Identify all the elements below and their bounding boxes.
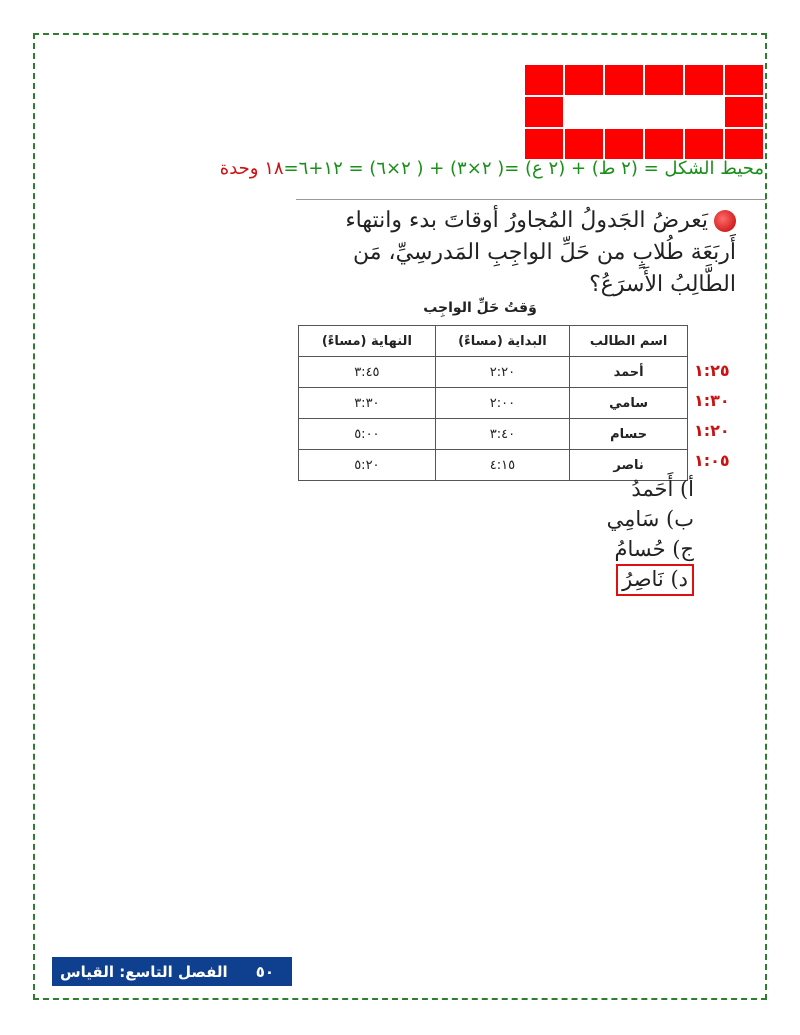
end-time: ٥:٠٠ xyxy=(299,419,436,450)
duration-annotations xyxy=(694,358,754,478)
duration-nasser: ١:٠٥ xyxy=(694,451,730,470)
table-header-row xyxy=(299,326,688,357)
grid-cell xyxy=(604,96,644,128)
duration-sami: ١:٣٠ xyxy=(694,391,730,410)
end-time: ٣:٣٠ xyxy=(299,388,436,419)
grid-cell xyxy=(644,96,684,128)
option-c[interactable]: ج) حُسامُ xyxy=(614,537,694,561)
grid-cell xyxy=(604,128,644,160)
grid-cell xyxy=(644,64,684,96)
homework-time-table xyxy=(298,325,688,481)
student-name: ناصر xyxy=(570,450,688,481)
grid-cell xyxy=(724,96,764,128)
grid-cell xyxy=(684,96,724,128)
option-d-selected[interactable]: د) نَاصِرُ xyxy=(616,564,694,596)
table-title: وَقتُ حَلِّ الواجِب xyxy=(423,300,537,316)
question-number-icon xyxy=(714,210,736,232)
table-row xyxy=(299,357,688,388)
grid-cell xyxy=(684,64,724,96)
perimeter-equation xyxy=(220,158,764,179)
duration-ahmed: ١:٢٥ xyxy=(694,361,730,380)
grid-cell xyxy=(644,128,684,160)
grid-cell xyxy=(604,64,644,96)
grid-cell xyxy=(564,128,604,160)
chapter-title: الفصل التاسع: القياس xyxy=(59,962,228,981)
option-b[interactable]: ب) سَامِي xyxy=(606,507,694,531)
table-row xyxy=(299,419,688,450)
header-start: البداية (مساءً) xyxy=(435,326,569,357)
question-text: يَعرضُ الجَدولُ المُجاورُ أوقاتَ بدء وانتهاء أَربَعَة طُلابٍ من حَلِّ الواجِبِ المَدرسِيِّ، مَن الطَّالِبُ الأَسرَعُ؟ xyxy=(345,208,736,297)
footer-bar xyxy=(52,957,292,986)
answer-options xyxy=(607,474,694,596)
header-student-name: اسم الطالب xyxy=(570,326,688,357)
student-name: حسام xyxy=(570,419,688,450)
duration-hussam: ١:٢٠ xyxy=(694,421,730,440)
student-name: أحمد xyxy=(570,357,688,388)
grid-cell xyxy=(684,128,724,160)
section-divider xyxy=(296,199,766,200)
end-time: ٣:٤٥ xyxy=(299,357,436,388)
end-time: ٥:٢٠ xyxy=(299,450,436,481)
option-a[interactable]: أ) أَحَمدُ xyxy=(631,477,694,501)
perimeter-equation-main: محيط الشكل = (٢ ط) + (٢ ع) =( ٢×٣) + ( ٢×٦) = ١٢+٦= xyxy=(283,158,764,179)
rectangle-grid-figure xyxy=(524,64,764,160)
question-block xyxy=(316,205,736,301)
perimeter-result: ١٨ وحدة xyxy=(219,158,284,179)
grid-cell xyxy=(524,96,564,128)
student-name: سامي xyxy=(570,388,688,419)
start-time: ٤:١٥ xyxy=(435,450,569,481)
grid-cell xyxy=(524,128,564,160)
grid-cell xyxy=(524,64,564,96)
grid-cell xyxy=(564,96,604,128)
grid-cell xyxy=(724,64,764,96)
grid-cell xyxy=(564,64,604,96)
header-end: النهاية (مساءً) xyxy=(299,326,436,357)
start-time: ٢:٠٠ xyxy=(435,388,569,419)
grid-cell xyxy=(724,128,764,160)
page-number: ٥٠ xyxy=(255,962,274,981)
table-row xyxy=(299,388,688,419)
start-time: ٢:٢٠ xyxy=(435,357,569,388)
start-time: ٣:٤٠ xyxy=(435,419,569,450)
